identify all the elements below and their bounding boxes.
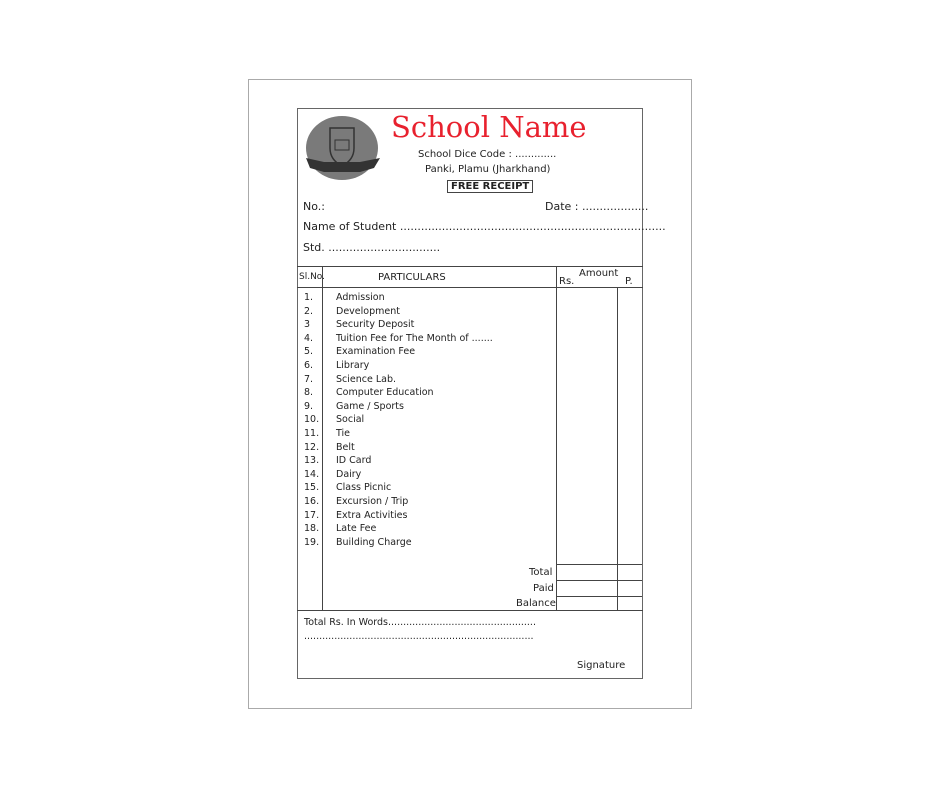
item-number: 9.	[304, 400, 314, 412]
divider	[322, 267, 323, 611]
item-number: 17.	[304, 509, 320, 521]
address: Panki, Plamu (Jharkhand)	[425, 164, 551, 175]
item-label: Development	[336, 305, 400, 317]
item-label: ID Card	[336, 455, 372, 467]
header-amount: Amount	[579, 268, 619, 279]
amount-in-words: Total Rs. In Words.................................................	[304, 617, 536, 628]
item-number: 5.	[304, 346, 314, 358]
school-logo	[304, 116, 382, 186]
item-number: 6.	[304, 360, 314, 371]
item-number: 10.	[304, 414, 320, 426]
amount-in-words-line2: ............................................................................	[304, 631, 534, 642]
item-number: 12.	[304, 441, 320, 453]
total-label: Total	[529, 567, 553, 578]
std-field: Std. ................................	[303, 241, 441, 254]
item-label: Excursion / Trip	[336, 496, 409, 507]
divider	[297, 266, 643, 267]
item-label: Extra Activities	[336, 509, 408, 521]
item-label: Belt	[336, 441, 355, 453]
signature-label: Signature	[577, 660, 626, 671]
receipt-type-badge: FREE RECEIPT	[447, 180, 533, 193]
item-label: Building Charge	[336, 536, 412, 548]
item-label: Library	[336, 360, 370, 371]
item-label: Admission	[336, 292, 385, 303]
receipt-no-label: No.:	[303, 200, 325, 213]
school-name: School Name	[391, 110, 587, 144]
divider	[556, 580, 642, 581]
date-field: Date : ...................	[545, 200, 649, 213]
item-label: Game / Sports	[336, 400, 404, 412]
item-number: 15.	[304, 482, 320, 494]
item-number: 2.	[304, 305, 314, 317]
item-label: Science Lab.	[336, 373, 397, 385]
item-label: Class Picnic	[336, 482, 392, 494]
item-number: 14.	[304, 468, 320, 480]
item-number: 19.	[304, 536, 320, 548]
item-number: 18.	[304, 523, 320, 535]
divider	[617, 288, 618, 611]
item-number: 7.	[304, 373, 314, 385]
header-slno: Sl.No.	[299, 272, 326, 282]
dice-code: School Dice Code : .............	[418, 149, 557, 160]
divider	[556, 596, 642, 597]
header-p: P.	[625, 276, 633, 287]
divider	[556, 564, 642, 565]
divider	[556, 267, 557, 611]
divider	[297, 287, 643, 288]
header-particulars: PARTICULARS	[378, 272, 446, 283]
item-number: 1.	[304, 292, 314, 303]
item-label: Examination Fee	[336, 346, 416, 358]
item-label: Social	[336, 414, 365, 426]
item-label: Dairy	[336, 468, 362, 480]
item-label: Tie	[336, 428, 350, 439]
item-number: 13.	[304, 455, 320, 467]
item-label: Computer Education	[336, 387, 434, 399]
balance-label: Balance	[516, 598, 556, 609]
item-number: 4.	[304, 332, 314, 344]
item-number: 11.	[304, 428, 320, 439]
student-name-field: Name of Student ............................................................................	[303, 220, 666, 233]
item-number: 8.	[304, 387, 314, 399]
item-label: Late Fee	[336, 523, 377, 535]
paid-label: Paid	[533, 583, 554, 594]
item-number: 16.	[304, 496, 320, 507]
item-label: Tuition Fee for The Month of .......	[336, 332, 493, 344]
divider	[297, 610, 643, 611]
item-number: 3	[304, 319, 311, 331]
item-label: Security Deposit	[336, 319, 415, 331]
header-rs: Rs.	[559, 276, 575, 287]
